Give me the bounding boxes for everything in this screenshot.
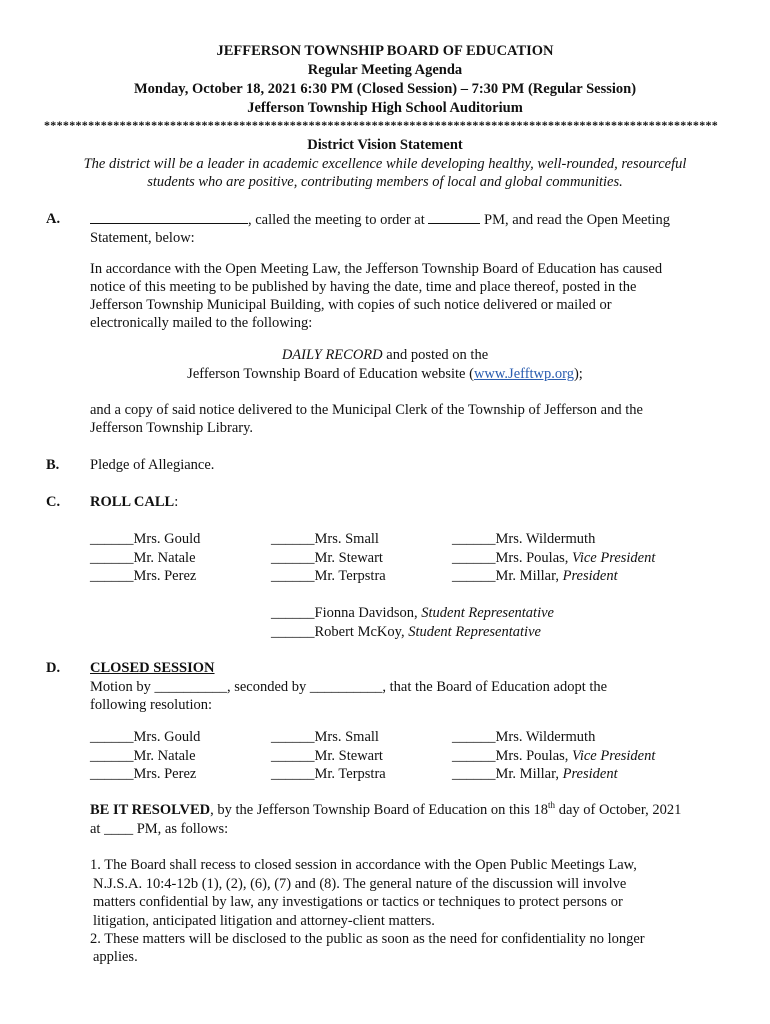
roll-entry: ______Mrs. Wildermuth [452,729,596,745]
oml-line-3: Jefferson Township Municipal Building, with copies of such notice delivered or mailed or [90,297,612,313]
oml-line-4: electronically mailed to the following: [90,315,313,331]
roll-call-title: ROLL CALL: [90,494,179,510]
roll-entry: ______Mrs. Perez [90,568,197,584]
roll-entry: ______Mrs. Small [271,729,379,745]
section-a-statement: Statement, below: [90,230,195,246]
resolved-line-2: at ____ PM, as follows: [90,821,229,837]
item-1-line-1: 1. The Board shall recess to closed session in accordance with the Open Public Meetings Law, [90,857,637,873]
student-representatives [271,604,554,641]
item-1-line-3: matters confidential by law, any investigations or tactics or techniques to protect persons or [93,894,623,910]
motion-line-2: following resolution: [90,697,213,713]
item-2-line-1: 2. These matters will be disclosed to the public as soon as the need for confidentiality no longer [90,931,645,947]
section-c-label: C. [46,494,61,510]
title-meeting-type: Regular Meeting Agenda [307,62,463,78]
roll-entry: ______Mr. Natale [90,747,196,764]
title-location: Jefferson Township High School Auditorium [247,100,523,116]
website-link[interactable]: www.Jefftwp.org [473,366,574,382]
section-a-label: A. [46,211,61,227]
daily-record-line: DAILY RECORD and posted on the [281,347,489,363]
roll-entry: ______Mr. Stewart [271,549,383,566]
roll-entry: ______Mrs. Wildermuth [452,531,596,547]
roll-entry: ______Mrs. Small [271,531,379,547]
roll-call-column-3 [452,530,655,586]
title-board: JEFFERSON TOWNSHIP BOARD OF EDUCATION [216,43,554,59]
roll-entry: ______Mr. Terpstra [271,766,386,782]
roll-entry: ______Mrs. Poulas, Vice President [452,549,656,566]
vote-column-3 [452,728,655,784]
roll-entry: ______Robert McKoy, Student Representative [271,623,541,640]
clerk-line-1: and a copy of said notice delivered to the Municipal Clerk of the Township of Jefferson and the [90,402,643,418]
pledge-text: Pledge of Allegiance. [90,457,215,473]
item-1-line-4: litigation, anticipated litigation and attorney-client matters. [93,913,435,929]
vision-line-2: students who are positive, contributing members of local and global communities. [147,174,623,190]
name-blank [90,210,248,224]
roll-entry: ______Mrs. Gould [90,729,201,745]
roll-entry: ______Mr. Natale [90,549,196,566]
vision-title: District Vision Statement [307,137,463,153]
section-d-label: D. [46,660,61,676]
motion-line-1: Motion by __________, seconded by __________, that the Board of Education adopt the [90,679,608,695]
roll-entry: ______Mrs. Poulas, Vice President [452,747,656,764]
roll-call-column-1 [90,530,200,586]
resolved-line-1: BE IT RESOLVED, by the Jefferson Township Board of Education on this 18th day of October, 2021 [90,800,682,818]
roll-call-column-2 [271,530,386,586]
website-line: Jefferson Township Board of Education website (www.Jefftwp.org); [187,366,583,382]
roll-entry: ______Mr. Millar, President [452,766,618,782]
time-blank [428,210,480,224]
section-a-call-to-order: , called the meeting to order at PM, and read the Open Meeting [90,210,702,230]
item-1-line-2: N.J.S.A. 10:4-12b (1), (2), (6), (7) and (8). The general nature of the discussion will involve [93,876,627,892]
oml-line-2: notice of this meeting to be published by having the date, time and place thereof, posted in the [90,279,637,295]
oml-line-1: In accordance with the Open Meeting Law, the Jefferson Township Board of Education has caused [90,261,663,277]
closed-session-title: CLOSED SESSION [90,660,215,676]
roll-entry: ______Fionna Davidson, Student Representative [271,605,554,621]
roll-entry: ______Mrs. Perez [90,766,197,782]
roll-entry: ______Mr. Stewart [271,747,383,764]
title-date-time: Monday, October 18, 2021 6:30 PM (Closed Session) – 7:30 PM (Regular Session) [133,81,637,97]
vision-line-1: The district will be a leader in academic excellence while developing healthy, well-rounded, resourceful [83,156,687,172]
roll-entry: ______Mr. Millar, President [452,568,618,584]
star-divider: *********************************************************************************************************** [44,118,719,132]
roll-entry: ______Mrs. Gould [90,531,201,547]
roll-entry: ______Mr. Terpstra [271,568,386,584]
vote-column-2 [271,728,386,784]
clerk-line-2: Jefferson Township Library. [90,420,254,436]
section-b-label: B. [46,457,60,473]
vote-column-1 [90,728,200,784]
item-2-line-2: applies. [93,949,138,965]
